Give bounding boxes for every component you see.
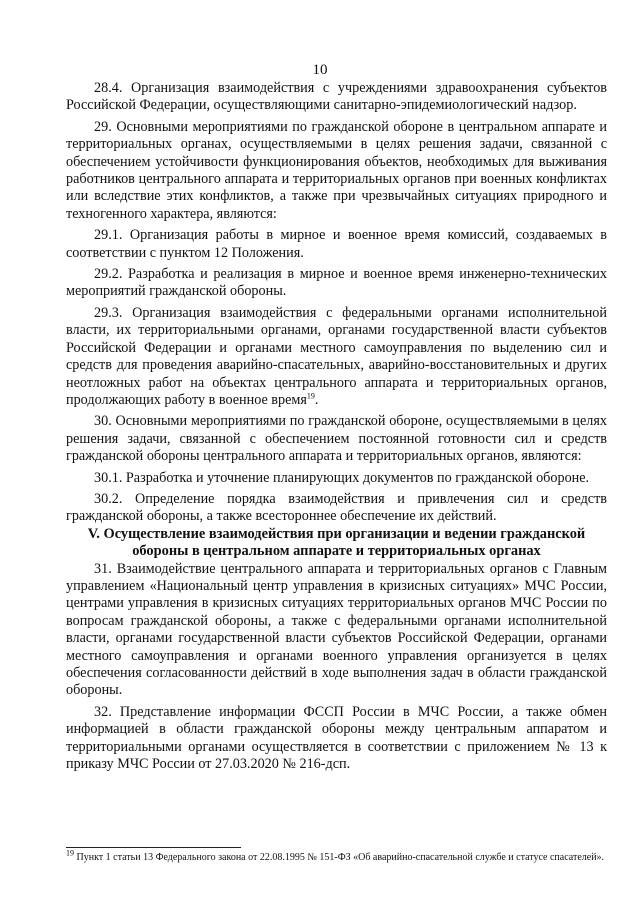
- paragraph-30: 30. Основными мероприятиями по гражданской обороне, осуществляемыми в целях решения задачи, связанной с обеспечением постоянной готовности сил и средств гражданской обороны центрального аппарата и территориальных органов, являются:: [66, 413, 607, 465]
- footnote-text-line: [66, 848, 607, 864]
- page-number: 10: [312, 62, 328, 78]
- paragraph-30-1: 30.1. Разработка и уточнение планирующих документов по гражданской обороне.: [94, 469, 590, 486]
- paragraph-31: 31. Взаимодействие центрального аппарата и территориальных органов с Главным управлением «Национальный центр управления в кризисных ситуациях» МЧС России, центрами управления в кризисных ситуациях территориальных органов МЧС России по вопросам гражданской обороны, а также с федеральными органами исполнительной власти, органами государственной власти субъектов Российской Федерации, органами местного самоуправления и органами военного управления организуется в целях обеспечения согласованности действий в ходе выполнения задач в области гражданской обороны.: [66, 560, 607, 699]
- paragraph-30-2: 30.2. Определение порядка взаимодействия и привлечения сил и средств гражданской обороны, а также всестороннее обеспечение их действий.: [66, 490, 607, 525]
- paragraph-29-3-text: 29.3. Организация взаимодействия с федеральными органами исполнительной власти, их территориальными органами, органами государственной власти субъектов Российской Федерации и органами местного самоуправления по выделению сил и средств для проведения аварийно-спасательных, аварийно-восстановительных и других неотложных работ на объектах центрального аппарата и территориальных органов, продолжающих работу в военное время: [66, 304, 607, 408]
- paragraph-29: 29. Основными мероприятиями по гражданской обороне в центральном аппарате и территориальных органах, осуществляемыми в целях решения задачи, связанной с обеспечением устойчивости функционирования объектов, необходимых для выживания работников центрального аппарата и территориальных органов при военных конфликтах или вследствие этих конфликтов, а также при чрезвычайных ситуациях природного и техногенного характера, являются:: [66, 118, 607, 222]
- footnote-number: 19: [66, 848, 74, 858]
- footnote: [66, 848, 607, 864]
- section-heading: V. Осуществление взаимодействия при организации и ведении гражданской обороны в центральном аппарате и территориальных органах: [87, 525, 586, 560]
- document-body: [66, 80, 607, 773]
- paragraph-29-3: 29.3. Организация взаимодействия с федеральными органами исполнительной власти, их территориальными органами, органами государственной власти субъектов Российской Федерации и органами местного самоуправления по выделению сил и средств для проведения аварийно-спасательных, аварийно-восстановительных и других неотложных работ на объектах центрального аппарата и территориальных органов, продолжающих работу в военное время$^{19}$.: [66, 304, 607, 408]
- paragraph-29-1: 29.1. Организация работы в мирное и военное время комиссий, создаваемых в соответствии с пунктом 12 Положения.: [66, 227, 607, 261]
- paragraph-32: 32. Представление информации ФССП России в МЧС России, а также обмен информацией в области гражданской обороны между центральным аппаратом и территориальными органами осуществляется в соответствии с приложением № 13 к приказу МЧС России от 27.03.2020 № 216-дсп.: [66, 703, 607, 773]
- paragraph-28-4: 28.4. Организация взаимодействия с учреждениями здравоохранения субъектов Российской Федерации, осуществляющими санитарно-эпидемиологический надзор.: [66, 80, 607, 114]
- paragraph-29-2: 29.2. Разработка и реализация в мирное и военное время инженерно-технических мероприятий гражданской обороны.: [66, 266, 607, 300]
- footnote-reference[interactable]: 19: [306, 391, 315, 401]
- footnote-text: Пункт 1 статьи 13 Федерального закона от 22.08.1995 № 151-ФЗ «Об аварийно-спасательной службе и статусе спасателей».: [76, 852, 605, 863]
- footnote-divider: [66, 847, 241, 848]
